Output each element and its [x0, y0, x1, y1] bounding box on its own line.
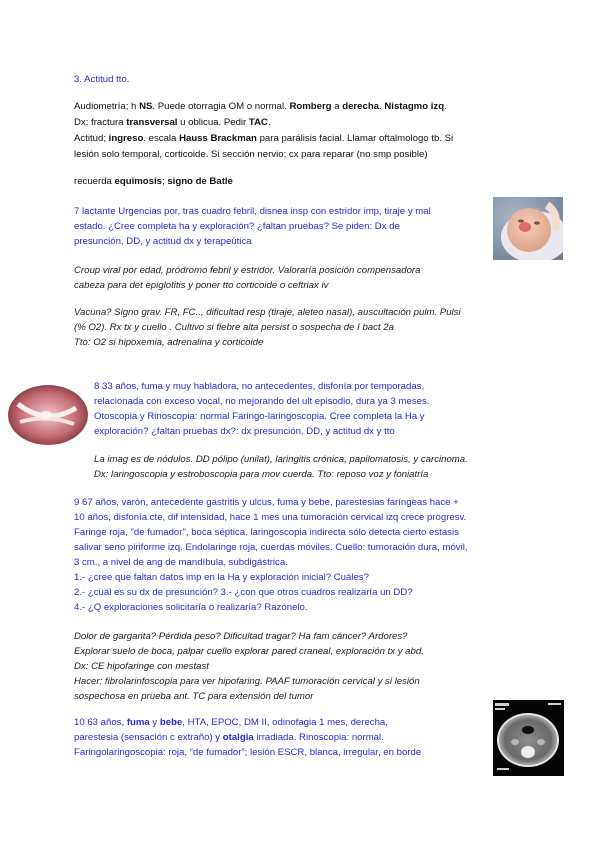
- section3-line3: Actitud; ingreso. escala Hauss Brackman para parálisis facial. Llamar oftalmologo tb. Si: [74, 133, 454, 144]
- section3-heading: 3. Actitud tto.: [74, 74, 130, 85]
- case7-answer-a: Croup viral por edad, pródromo febril y estridor. Valoraría posición compensadora cabeza para det epiglotitis y poner tto corticoide o ceftriax iv: [74, 265, 421, 291]
- case10-line2: parestesia (sensación c extraño) y otalgia irradiada. Rinoscopia: normal.: [74, 732, 384, 743]
- ct-scan-photo: [493, 700, 564, 776]
- section3-line4: lesión solo temporal, corticoide. Si sección nervio; cx para reparar (no smp posible): [74, 149, 428, 160]
- larynx-image: [6, 384, 88, 446]
- case10-question: [74, 716, 494, 759]
- recuerda-note: recuerda equimosis; signo de Batle: [74, 176, 233, 187]
- infant-image: [493, 197, 563, 260]
- case8-answer: La imag es de nódulos. DD pólipo (unilat), laringitis crónica, papilomatosis, y carcinoma. Dx: laringoscopia y estroboscopia para mov cuerda. Tto: reposo voz y foniatría: [94, 454, 468, 480]
- case7-answer-b: Vacuna? Signo grav. FR, FC.., dificultad resp (tiraje, aleteo nasal), auscultación pulm. Pulsi (% O2). Rx tx y cuello . Cultivo si fiebre alta persist o sospecha de I bact 2a Tto: O2 si hipoxemia, adrenalina y corticoide: [74, 307, 461, 348]
- section3-body: [74, 100, 534, 161]
- infant-photo: [493, 197, 563, 260]
- case9-question: 9 67 años, varón, antecedente gastritis y ulcus, fuma y bebe, parestesias faríngeas hace + 10 años, disfonía cte, dif intensidad, hace 1 mes una tumoración cervical izq crece progresv. Faringe roja, "de fumador", boca séptica. laringoscopia indirecta sólo detecta cierto estasis salivar seno piriforme izq. Endolaringe roja, cuerdas móviles. Cuello: tumoración dura, móvil, 3 cm., a nivel de ang de mandíbula, subdigástrica. 1.- ¿cree que faltan datos imp en la Ha y exploración inicial? Cuáles? 2.- ¿cuál es su dx de presunción? 3.- ¿con que otros cuadros realizaría un DD? 4.- ¿Q exploraciones solicitaría o realizaría? Razónelo.: [74, 497, 468, 613]
- case7-question: 7 lactante Urgencias por, tras cuadro febril, disnea insp con estridor imp, tiraje y mal estado. ¿Cree completa ha y exploración? ¿faltan pruebas? Se piden: Dx de presunción, DD, y actitud dx y terapeútica: [74, 206, 431, 247]
- ct-scan-image: [493, 700, 564, 776]
- case10-line1: 10 63 años, fuma y bebe, HTA, EPOC, DM II, odinofagia 1 mes, derecha,: [74, 717, 388, 728]
- case8-question: 8 33 años, fuma y muy habladora, no antecedentes, disfonía por temporadas, relacionada con exceso vocal, no mejorando del ult episodio, dura ya 3 meses. Otoscopia y Rinoscopia: normal Faringo-laringoscopia. Cree completa la Ha y exploración? ¿faltan pruebas dx?: dx presunción, DD, y actitud dx y tto: [94, 381, 430, 437]
- case10-line3: Faringolaringoscopia: roja, “de fumador”; lesión ESCR, blanca, irregular, en borde: [74, 747, 422, 758]
- section3-line2: Dx: fractura transversal u oblicua. Pedir TAC.: [74, 117, 271, 128]
- larynx-photo: [6, 384, 88, 446]
- case9-answer: Dolor de garganta? Pérdida peso? Dificultad tragar? Ha fam cáncer? Ardores? Explorar suelo de boca, palpar cuello explorar pared craneal, exploración tx y abd. Dx: CE hipofaringe con mestast Hacer: fibrolarinfoscopia para ver hipofaring. PAAF tumoración cervical y si lesión sospechosa en prueba ant. TC para extensión del tumor: [74, 631, 424, 702]
- section3-line1: Audiometría; h NS. Puede otorragia OM o normal. Romberg a derecha. Nistagmo izq.: [74, 101, 447, 112]
